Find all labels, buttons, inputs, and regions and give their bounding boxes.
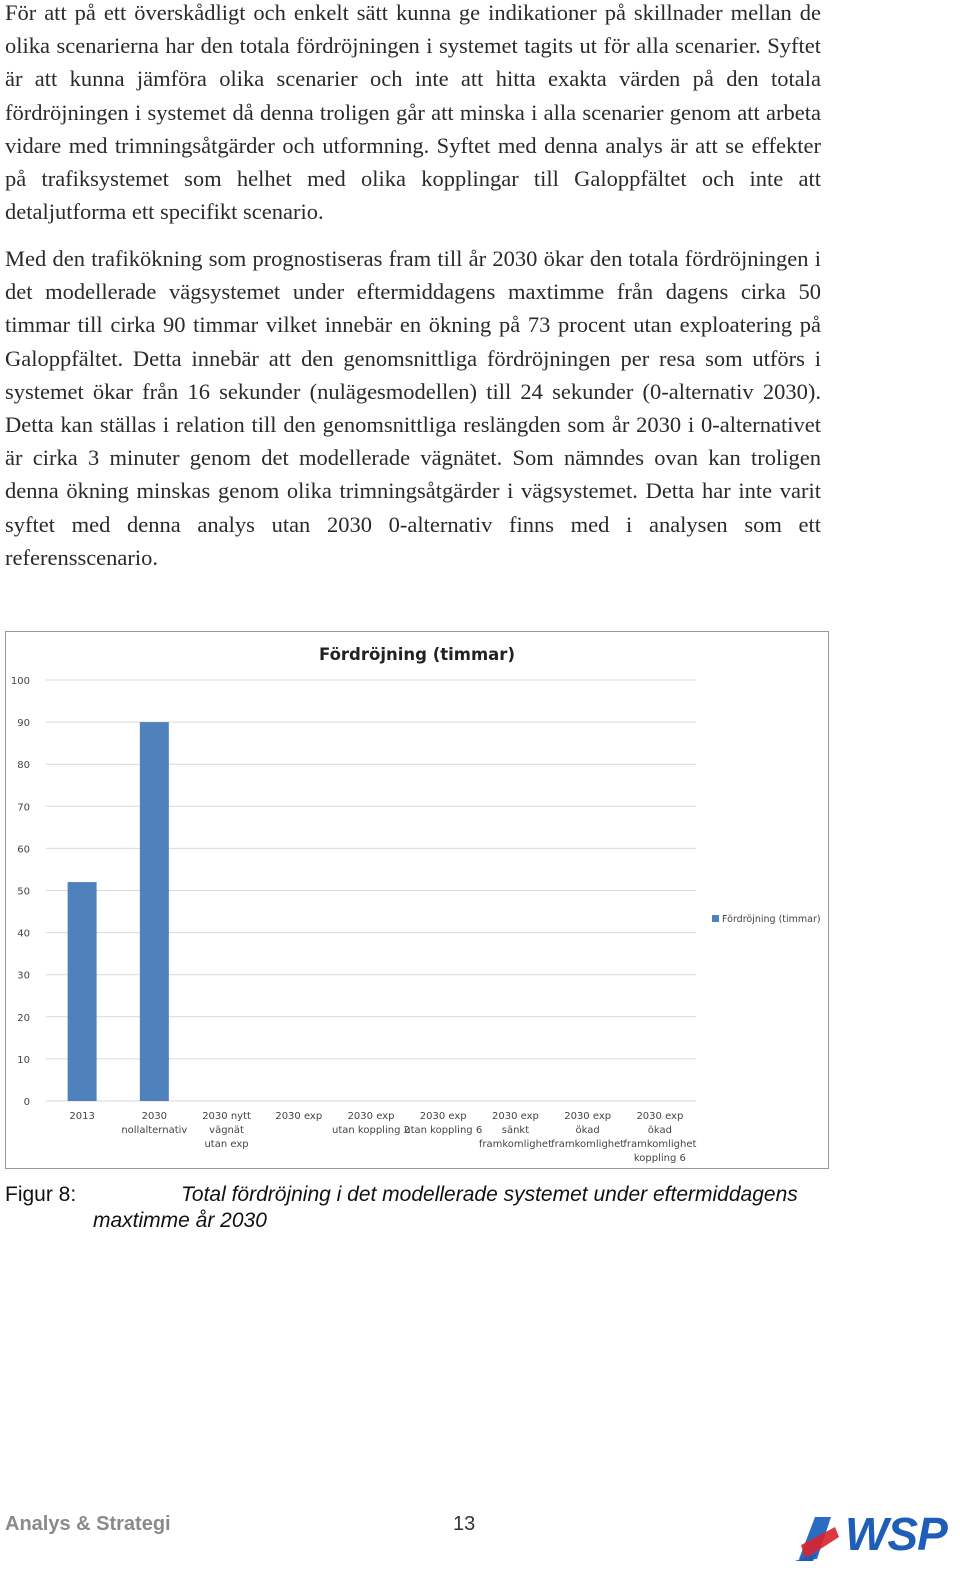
paragraph-2: Med den trafikökning som prognostiseras fram till år 2030 ökar den totala fördröjningen i det modellerade vägsystemet under eftermiddagens maxtimme från dagens cirka 50 timmar till cirka 90 timmar vilket innebär en ökning på 73 procent utan exploatering på Galoppfältet. Detta innebär att den genomsnittliga fördröjningen per resa som utförs i systemet ökar från 16 sekunder (nulägesmodellen) till 24 sekunder (0-alternativ 2030). Detta kan ställas i relation till den genomsnittliga reslängden som år 2030 i 0-alternativet är cirka 3 minuter genom det modellerade vägnätet. Som nämndes ovan kan troligen denna ökning minskas genom olika trimningsåtgärder i vägsystemet. Detta har inte varit syftet med denna analys utan 2030 0-alternativ finns med i analysen som ett referensscenario. <box>5 246 821 570</box>
y-tick-label: 10 <box>17 1054 30 1066</box>
x-tick-label: 2030 nollalternativ <box>121 1111 188 1136</box>
wsp-logo <box>795 1507 955 1567</box>
footer-section-name: Analys & Strategi <box>5 1513 171 1535</box>
chart-title: Fördröjning (timmar) <box>318 645 516 664</box>
chart-frame <box>5 631 829 1169</box>
caption-label: Figur 8: <box>5 1183 77 1206</box>
y-tick-label: 40 <box>17 928 30 940</box>
y-tick-label: 80 <box>17 760 30 772</box>
x-tick-label: 2030 exp utan koppling 6 <box>404 1111 483 1136</box>
x-tick-label: 2030 exp ökad framkomlighet koppling 6 <box>623 1111 697 1164</box>
caption-text: Total fördröjning i det modellerade systemet under eftermiddagens maxtimme år 2030 <box>93 1183 798 1232</box>
x-tick-label: 2030 exp ökad framkomlighet <box>551 1111 625 1150</box>
y-tick-label: 60 <box>17 844 30 856</box>
x-tick-label: 2030 nytt vägnät utan exp <box>202 1111 251 1150</box>
y-tick-label: 20 <box>17 1012 30 1024</box>
y-tick-label: 30 <box>17 970 30 982</box>
bar <box>140 722 169 1101</box>
y-tick-label: 90 <box>17 718 30 730</box>
bar <box>68 882 97 1101</box>
x-tick-label: 2030 exp sänkt framkomlighet <box>478 1111 553 1150</box>
paragraph-1: För att på ett överskådligt och enkelt sätt kunna ge indikationer på skillnader mellan de olika scenarierna har den totala fördröjningen i systemet tagits ut för alla scenarier. Syftet är att kunna jämföra olika scenarier och inte att hitta exakta värden på den totala fördröjningen i systemet då denna troligen går att minska i alla scenarier genom att arbeta vidare med trimningsåtgärder och utformning. Syftet med denna analys är att se effekter på trafiksystemet som helhet med olika kopplingar till Galoppfältet och inte att detaljutforma ett specifikt scenario. <box>5 0 821 225</box>
legend-swatch <box>712 915 719 922</box>
y-tick-label: 50 <box>17 886 30 898</box>
x-tick-label: 2030 exp <box>275 1111 323 1122</box>
bar-chart <box>6 632 830 1170</box>
x-tick-label: 2013 <box>69 1111 95 1122</box>
y-tick-label: 100 <box>10 676 30 687</box>
x-tick-label: 2030 exp utan koppling 2 <box>332 1111 410 1136</box>
page-number: 13 <box>453 1513 476 1535</box>
legend-label: Fördröjning (timmar) <box>722 914 821 925</box>
wsp-logo-mark <box>795 1515 847 1561</box>
y-tick-label: 0 <box>23 1097 30 1108</box>
y-tick-label: 70 <box>17 802 30 814</box>
wsp-logo-wordmark: WSP <box>845 1508 947 1560</box>
